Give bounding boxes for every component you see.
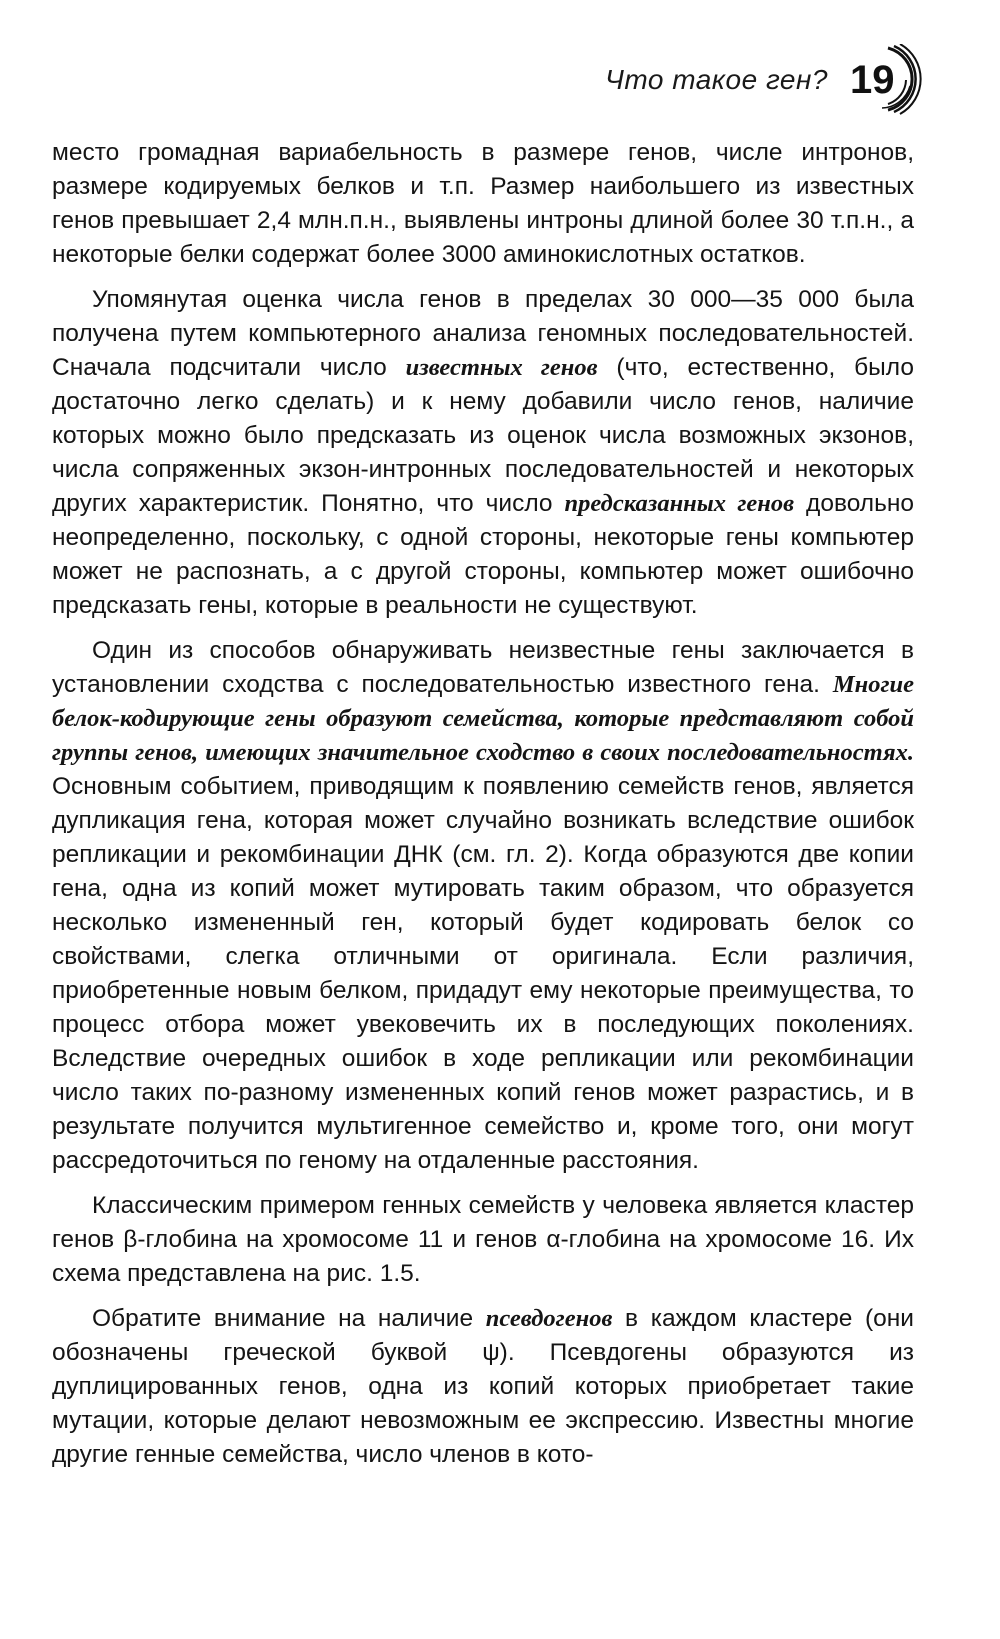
paragraph: [52, 1302, 914, 1472]
emphasized-term: псевдогенов: [485, 1305, 613, 1332]
paragraph: [52, 634, 914, 1178]
text-span: Основным событием, приводящим к появлению семейств генов, является дупликация гена, которая может случайно возникать вследствие ошибок репликации и рекомбинации ДНК (см. гл. 2). Когда образуются две копии гена, одна из копий может мутировать таким образом, что образуется несколько измененный ген, который будет кодировать белок со свойствами, слегка отличными от оригинала. Если различия, приобретенные новым белком, придадут ему некоторые преимущества, то процесс отбора может увековечить их в последующих поколениях. Вследствие очередных ошибок в ходе репликации или рекомбинации число таких по-разному измененных копий генов может разрастись, и в результате получится мультигенное семейство и, кроме того, они могут рассредоточиться по геному на отдаленные расстояния.: [52, 773, 914, 1174]
chapter-running-title: Что такое ген?: [605, 64, 828, 95]
paragraph: [52, 136, 914, 272]
paragraph: [52, 1189, 914, 1291]
text-span: Один из способов обнаруживать неизвестные гены заключается в установлении сходства с последовательностью известного гена.: [52, 637, 914, 698]
page-number: 19: [850, 58, 895, 102]
text-span: место громадная вариабельность в размере генов, числе интронов, размере кодируемых белков и т.п. Размер наибольшего из известных генов превышает 2,4 млн.п.н., выявлены интроны длиной более 30 т.п.н., а некоторые белки содержат более 3000 аминокислотных остатков.: [52, 139, 914, 268]
paragraph: [52, 283, 914, 623]
text-span: довольно неопределенно, поскольку, с одной стороны, некоторые гены компьютер может не распознать, а с другой стороны, компьютер может ошибочно предсказать гены, которые в реальности не существуют.: [52, 490, 915, 619]
page-number-badge: [844, 44, 940, 116]
text-span: Упомянутая оценка числа генов в пределах 30 000—35 000 была получена путем компьютерного анализа геномных последовательностей. Сначала подсчитали число: [52, 286, 914, 381]
text-span: Классическим примером генных семейств у человека является кластер генов β-глобина на хромосоме 11 и генов α-глобина на хромосоме 16. Их схема представлена на рис. 1.5.: [52, 1192, 914, 1287]
emphasized-term: предсказанных генов: [564, 490, 795, 517]
running-head: [605, 44, 940, 116]
body-text: [52, 136, 914, 1483]
text-span: (что, естественно, было достаточно легко сделать) и к нему добавили число генов, наличие которых можно было предсказать из оценок числа возможных экзонов, числа сопряженных экзон-интронных последовательностей и некоторых других характеристик. Понятно, что число: [52, 354, 914, 517]
emphasized-statement: Многие белок-кодирующие гены образуют семейства, которые представляют собой группы генов, имеющих значительное сходство в своих последовательностях.: [52, 671, 914, 766]
text-span: Обратите внимание на наличие: [92, 1305, 486, 1332]
emphasized-term: известных генов: [405, 354, 598, 381]
text-span: в каждом кластере (они обозначены греческой буквой ψ). Псевдогены образуются из дуплицированных генов, одна из копий которых приобретает такие мутации, которые делают невозможным ее экспрессию. Известны многие другие генные семейства, число членов в кото-: [52, 1305, 914, 1468]
